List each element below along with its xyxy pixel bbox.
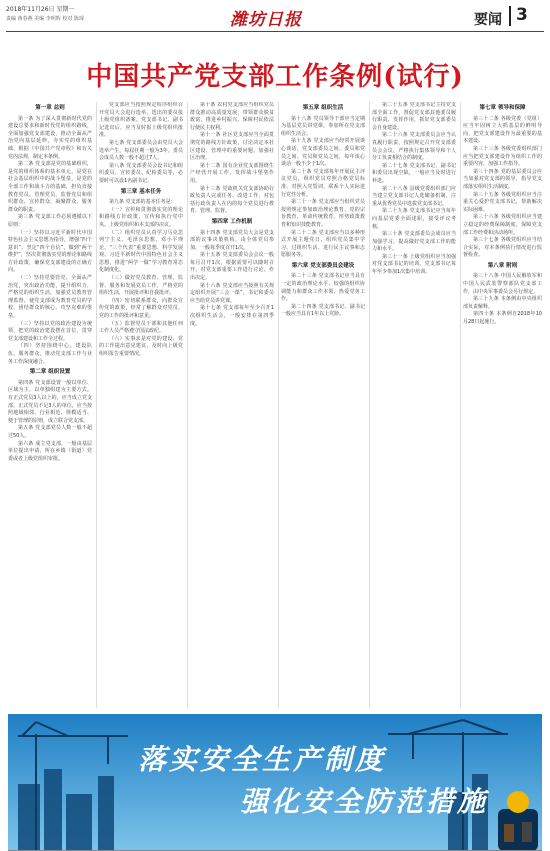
chapter-heading: 第五章 组织生活	[302, 105, 344, 111]
article-paragraph: 第二十六条 党支部委员会应当认真履行职责，按照规定召开党支部委员会会议，严格执行集体领导和个人分工负责相结合的制度。	[372, 132, 456, 162]
article-paragraph: 第十七条 党支部每年至少召开1次组织生活会，一般安排在第四季度。	[190, 305, 274, 327]
article-paragraph: 第十一条 社区党支部应当全面贯彻党的路线方针政策，讨论决定本社区建设、管理中的重要问题，加强社区治理。	[190, 132, 274, 162]
article-paragraph: 第三十六条 各级党组织应当建立稳定的经费保障制度，保障党支部工作经费和活动场所。	[463, 214, 542, 236]
article-paragraph: 第四十条 本条例自2018年10月28日起施行。	[463, 311, 542, 326]
newspaper-logo: 潍坊日报	[230, 10, 302, 30]
article-paragraph: 第三十二条 各级党委（党组）应当牢固树立大抓基层的鲜明导向，把党支部建设作为最重要的基本建设。	[463, 115, 542, 145]
section-name: 要闻	[474, 12, 502, 28]
article-paragraph: （五）监督党员干部和其他任何工作人员严格遵守国法政纪。	[99, 320, 183, 335]
article-paragraph: 第十六条 党支部应当按照有关规定组织开展“三会一课”，书记和委员应当给党员讲党课。	[190, 282, 274, 304]
article-paragraph: 第二十二条 党支部应当以多种形式开展主题党日，组织党员集中学习、过组织生活、进行民主议事和志愿服务等。	[281, 229, 365, 259]
article-paragraph: （四）坚持围绕中心、建设队伍、服务群众，推动党支部工作与业务工作深度融合。	[8, 343, 92, 365]
article-paragraph: 第八条 党支部委员会设书记和组织委员、宣传委员、纪检委员等，必要时可以设1名副书记。	[99, 162, 183, 184]
article-paragraph: 第十五条 党支部委员会会议一般每月召开1次，根据需要可以随时召开，对党支部重要工作进行讨论、作出决定。	[190, 252, 274, 282]
article-paragraph: 第三十三条 各级党委组织部门应当把党支部建设作为组织工作的重要内容，加强工作指导。	[463, 145, 542, 168]
chapter-heading: 第七章 领导和保障	[479, 105, 526, 111]
chapter-heading: 第二章 组织设置	[29, 369, 71, 376]
column-divider	[96, 102, 97, 708]
article-paragraph: 第三十五条 各级党组织应当注重关心爱护党支部书记，帮助解决实际困难。	[463, 191, 542, 213]
article-paragraph: 第九条 党支部的基本任务是：	[109, 199, 176, 206]
article-column-1	[8, 102, 92, 708]
article-paragraph: 第二十三条 党支部书记应当具有一定的政治理论水平、较强的组织协调能力和群众工作本领，热爱党务工作。	[281, 273, 365, 303]
article-column-3	[190, 102, 274, 708]
article-paragraph: 第十九条 党支部应当经常开展谈心谈话，党支部委员之间、委员和党员之间、党员和党员之间，每年谈心谈话一般不少于1次。	[281, 138, 365, 168]
article-paragraph: 第七条 党支部委员会由党员大会选举产生，每届任期一般为3年。委员会成员人数一般不超过7人。	[99, 139, 183, 162]
column-divider	[278, 102, 279, 708]
article-paragraph: （四）密切联系群众，向群众宣传党的政策，经常了解群众对党员、党的工作的批评和意见。	[99, 297, 183, 320]
banner-slogan-line-2: 强化安全防范措施	[240, 785, 489, 818]
page-number: 3	[516, 5, 528, 25]
article-paragraph: 第二十条 党支部每年开展民主评议党员，组织党员对照合格党员标准、对照入党誓词，联系个人实际进行党性分析。	[281, 168, 365, 198]
article-paragraph: 第一条 为了深入贯彻新时代党的建设总要求和新时代党的组织路线，全面加强党支部建设，推动全面从严治党向基层延伸，夯实党的组织基础，根据《中国共产党章程》和有关党内法规，制定本条例。	[8, 115, 92, 160]
article-paragraph: 第四条 党支部设置一般以单位、区域为主，以单独组建为主要方式。有正式党员3人以上的，应当成立党支部。正式党员不足3人的单位，应当按照地域相邻、行业相近、规模适当、便于管理的原则，成立联合党支部。	[8, 379, 92, 424]
article-column-5	[372, 102, 456, 708]
safety-banner-ad	[8, 714, 542, 851]
article-paragraph: 第十八条 党员领导干部应当定期为基层党员讲党课，参加所在党支部组织生活会。	[281, 115, 365, 137]
article-paragraph: 第二十一条 党支部应当组织党员按照规定参加政治理论教育、党的宗旨教育、革命传统教育、形势政策教育和知识技能教育。	[281, 199, 365, 228]
column-divider	[187, 102, 188, 708]
article-paragraph: （一）宣传和贯彻落实党的理论和路线方针政策，宣传和执行党中央、上级党组织和本支部的决议。	[99, 206, 183, 228]
article-column-6	[463, 102, 542, 708]
article-paragraph: 第三十八条 中国人民解放军和中国人民武装警察部队党支部工作，由中央军事委员会另行规定。	[463, 273, 542, 295]
chapter-heading: 第八章 附则	[487, 262, 518, 269]
chapter-heading: 第一章 总则	[35, 105, 65, 111]
article-paragraph: 第十四条 党支部党员大会是党支部的议事决策机构，由全体党员参加，一般每季度召开1次。	[190, 229, 274, 251]
article-paragraph: 党支部应当按照规定程序组织召开党员大会进行选举，选出的委员报上级党组织备案。党支部书记、副书记选出后，应当及时报上级党组织批准。	[99, 102, 183, 139]
chapter-heading: 第三章 基本任务	[120, 188, 162, 195]
chapter-heading: 第六章 党支部委员会建设	[291, 262, 355, 269]
article-body	[8, 102, 542, 708]
article-paragraph: 第六条 成立党支部，一般由基层单位提出申请，所在乡镇（街道）党委或者上级党组织审批。	[8, 440, 92, 462]
article-paragraph: 第二条 党支部是党的基础组织，是党的组织体系的基本单元，是党在社会基层组织中的战斗堡垒，是党的全部工作和战斗力的基础，担负直接教育党员、管理党员、监督党员和组织群众、宣传群众、凝聚群众、服务群众的职责。	[8, 161, 92, 213]
section-divider	[509, 6, 511, 26]
article-paragraph: （二）组织党员认真学习马克思列宁主义、毛泽东思想、邓小平理论、“三个代表”重要思想、科学发展观、习近平新时代中国特色社会主义思想，推进“两学一做”学习教育常态化制度化。	[99, 229, 183, 274]
chapter-heading: 第四章 工作机制	[211, 218, 253, 225]
article-paragraph: 第二十八条 县级党委组织部门应当建立党支部书记人选储备机制，注重从优秀党员中选拔党支部书记。	[372, 185, 456, 207]
masthead	[0, 0, 550, 40]
banner-slogan-line-1: 落实安全生产制度	[138, 743, 387, 776]
article-paragraph: （二）坚持党要管党、全面从严治党，突出政治功能，提升组织力，严格党的组织生活，加强党员教育管理监督，使党支部成为教育党员的学校、团结群众的核心、攻坚克难的堡垒。	[8, 275, 92, 320]
article-paragraph: 第十二条 国有企业党支部围绕生产经营开展工作，发挥战斗堡垒作用。	[190, 162, 274, 184]
article-paragraph: 第五条 党支部党员人数一般不超过50人。	[8, 425, 92, 439]
article-column-4	[281, 102, 365, 708]
article-paragraph: 第十三条 党政机关党支部协助行政负责人完成任务、改进工作，对包括行政负责人在内的每个党员进行教育、管理、监督。	[190, 185, 274, 215]
article-column-2	[99, 102, 183, 708]
article-paragraph: 第三十一条 上级党组织应当加强对党支部书记的培训，党支部书记每年至少参加1次集中培训。	[372, 253, 456, 276]
article-paragraph: 第二十七条 党支部书记、副书记和委员出现空缺，一般应当及时进行补选。	[372, 162, 456, 184]
page-headline: 中国共产党支部工作条例(试行)	[86, 62, 464, 92]
article-paragraph: 第十条 农村党支部应当组织党员群众推动高质量发展，带领群众脱贫致富，推进乡村振兴，保障村民依法行使民主权利。	[190, 102, 274, 131]
article-paragraph: （一）坚持以习近平新时代中国特色社会主义思想为指导，增强“四个意识”，坚定“四个自信”，做到“两个维护”，坚决贯彻落实党的理论和路线方针政策，确保党支部建设的正确方向。	[8, 229, 92, 274]
article-paragraph: 第二十四条 党支部书记、副书记一般应当具有1年以上党龄。	[281, 303, 365, 318]
article-paragraph: 第二十九条 党支部书记应当每年向基层党委全面述职，接受评议考核。	[372, 208, 456, 230]
issue-date: 2018年11月26日 星期一	[6, 6, 75, 13]
article-paragraph: 第三十七条 各级党组织应当结合实际，对本条例执行情况进行监督检查。	[463, 237, 542, 259]
article-paragraph: （六）实事求是对党的建设、党的工作提出意见建议，及时向上级党组织报告重要情况。	[99, 335, 183, 357]
column-divider	[369, 102, 370, 708]
article-paragraph: 第三条 党支部工作必须遵循以下原则：	[8, 214, 92, 228]
article-paragraph: （三）坚持以党的政治建设为统领，把党的政治建设摆在首位，贯穿党支部建设和工作全过程。	[8, 320, 92, 342]
article-paragraph: （三）做好党员教育、管理、监督、服务和发展党员工作，严格党的组织生活，开展批评和自我批评。	[99, 275, 183, 297]
article-paragraph: 第三十四条 党的基层委员会应当加强对党支部的领导，指导党支部落实组织生活制度。	[463, 168, 542, 190]
article-paragraph: 第三十九条 本条例由中央组织部负责解释。	[463, 296, 542, 310]
column-divider	[460, 102, 461, 708]
article-paragraph: 第二十五条 党支部书记主持党支部全面工作，督促党支部其他委员履行职责、发挥作用，抓好党支部委员会自身建设。	[372, 102, 456, 131]
editor-credits: 责编 蒋春燕 美编 李明辉 校对 陈琛	[6, 16, 84, 22]
article-paragraph: 第三十条 党支部委员会成员应当加强学习，提高做好党支部工作的能力和水平。	[372, 231, 456, 253]
masthead-rule	[6, 31, 544, 32]
